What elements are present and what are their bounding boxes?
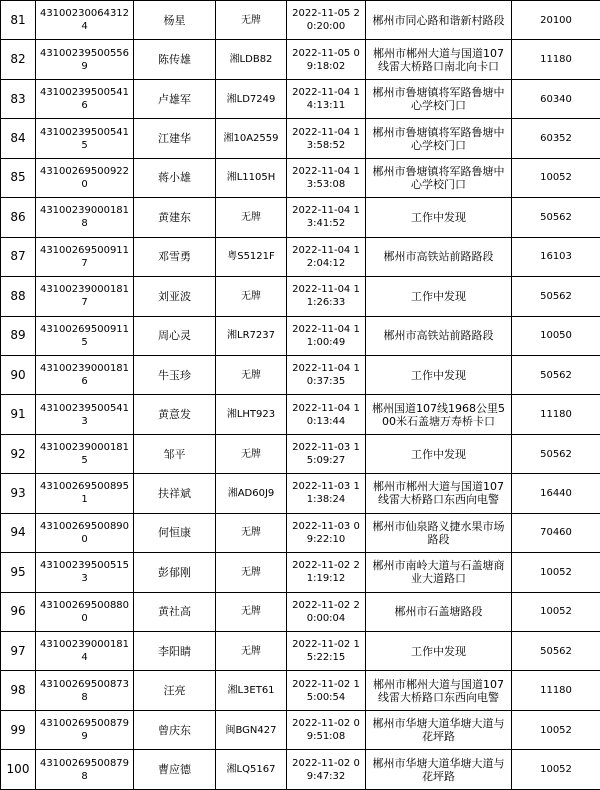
violation-code: 20100 bbox=[512, 1, 600, 40]
row-number: 94 bbox=[1, 513, 36, 552]
person-name: 牛玉珍 bbox=[134, 355, 216, 394]
row-number: 89 bbox=[1, 316, 36, 355]
person-name: 陈传雄 bbox=[134, 40, 216, 79]
row-number: 84 bbox=[1, 119, 36, 158]
violation-code: 16103 bbox=[512, 237, 600, 276]
table-row bbox=[1, 395, 600, 434]
plate-number: 湘L1105H bbox=[216, 158, 287, 197]
table-row bbox=[1, 40, 600, 79]
record-id: 431002395005569 bbox=[36, 40, 134, 79]
person-name: 蒋小雄 bbox=[134, 158, 216, 197]
record-id: 431002395005413 bbox=[36, 395, 134, 434]
violation-time: 2022-11-02 15:22:15 bbox=[287, 632, 366, 671]
person-name: 彭郁刚 bbox=[134, 553, 216, 592]
violation-code: 11180 bbox=[512, 395, 600, 434]
table-row bbox=[1, 316, 600, 355]
record-id: 431002395005415 bbox=[36, 119, 134, 158]
table-row bbox=[1, 671, 600, 710]
plate-number: 湘LDB82 bbox=[216, 40, 287, 79]
record-id: 431002695008951 bbox=[36, 474, 134, 513]
violation-location: 郴州市郴州大道与国道107线雷大桥路口东西向电警 bbox=[366, 474, 512, 513]
violation-time: 2022-11-03 15:09:27 bbox=[287, 434, 366, 473]
person-name: 曾庆东 bbox=[134, 710, 216, 749]
person-name: 黄建东 bbox=[134, 198, 216, 237]
violation-location: 郴州市同心路和谐新村路段 bbox=[366, 1, 512, 40]
table-row bbox=[1, 237, 600, 276]
record-id: 431002695008900 bbox=[36, 513, 134, 552]
violation-time: 2022-11-04 10:37:35 bbox=[287, 355, 366, 394]
plate-number: 无牌 bbox=[216, 1, 287, 40]
violation-location: 郴州市郴州大道与国道107线雷大桥路口东西向电警 bbox=[366, 671, 512, 710]
violation-location: 工作中发现 bbox=[366, 434, 512, 473]
violation-location: 郴州市鲁塘镇将军路鲁塘中心学校门口 bbox=[366, 119, 512, 158]
violation-time: 2022-11-04 13:58:52 bbox=[287, 119, 366, 158]
plate-number: 湘LHT923 bbox=[216, 395, 287, 434]
record-id: 431002390001815 bbox=[36, 434, 134, 473]
violation-time: 2022-11-02 21:19:12 bbox=[287, 553, 366, 592]
violation-code: 11180 bbox=[512, 40, 600, 79]
row-number: 100 bbox=[1, 750, 36, 789]
row-number: 90 bbox=[1, 355, 36, 394]
record-id: 431002390001814 bbox=[36, 632, 134, 671]
person-name: 黄意发 bbox=[134, 395, 216, 434]
table-row bbox=[1, 79, 600, 118]
record-id: 431002395005416 bbox=[36, 79, 134, 118]
violation-location: 郴州市鲁塘镇将军路鲁塘中心学校门口 bbox=[366, 158, 512, 197]
row-number: 86 bbox=[1, 198, 36, 237]
plate-number: 湘AD60J9 bbox=[216, 474, 287, 513]
violation-location: 郴州市郴州大道与国道107线雷大桥路口南北向卡口 bbox=[366, 40, 512, 79]
plate-number: 湘10A2559 bbox=[216, 119, 287, 158]
violation-code: 50562 bbox=[512, 355, 600, 394]
table-row bbox=[1, 198, 600, 237]
record-id: 431002695009117 bbox=[36, 237, 134, 276]
record-id: 431002395005153 bbox=[36, 553, 134, 592]
person-name: 杨星 bbox=[134, 1, 216, 40]
plate-number: 湘LD7249 bbox=[216, 79, 287, 118]
table-row bbox=[1, 592, 600, 631]
record-id: 431002695009115 bbox=[36, 316, 134, 355]
person-name: 刘亚波 bbox=[134, 277, 216, 316]
violation-location: 郴州市华塘大道华塘大道与花坪路 bbox=[366, 750, 512, 789]
violation-time: 2022-11-04 10:13:44 bbox=[287, 395, 366, 434]
violation-time: 2022-11-02 09:47:32 bbox=[287, 750, 366, 789]
row-number: 96 bbox=[1, 592, 36, 631]
record-id: 431002695008798 bbox=[36, 750, 134, 789]
plate-number: 无牌 bbox=[216, 513, 287, 552]
violation-code: 16440 bbox=[512, 474, 600, 513]
table-row bbox=[1, 710, 600, 749]
plate-number: 湘LQ5167 bbox=[216, 750, 287, 789]
violation-code: 10050 bbox=[512, 316, 600, 355]
violation-time: 2022-11-03 11:38:24 bbox=[287, 474, 366, 513]
person-name: 黄社高 bbox=[134, 592, 216, 631]
person-name: 邓雪勇 bbox=[134, 237, 216, 276]
person-name: 扶祥斌 bbox=[134, 474, 216, 513]
person-name: 卢雄军 bbox=[134, 79, 216, 118]
record-id: 431002300643124 bbox=[36, 1, 134, 40]
violation-code: 50562 bbox=[512, 198, 600, 237]
table-row bbox=[1, 277, 600, 316]
record-id: 431002390001818 bbox=[36, 198, 134, 237]
violation-location: 郴州国道107线1968公里500米石盖塘万寿桥卡口 bbox=[366, 395, 512, 434]
row-number: 91 bbox=[1, 395, 36, 434]
violation-location: 郴州市仙泉路义捷水果市场路段 bbox=[366, 513, 512, 552]
violation-location: 工作中发现 bbox=[366, 355, 512, 394]
violation-time: 2022-11-04 11:00:49 bbox=[287, 316, 366, 355]
person-name: 周心灵 bbox=[134, 316, 216, 355]
person-name: 汪亮 bbox=[134, 671, 216, 710]
violation-location: 郴州市高铁站前路路段 bbox=[366, 237, 512, 276]
violation-time: 2022-11-03 09:22:10 bbox=[287, 513, 366, 552]
row-number: 98 bbox=[1, 671, 36, 710]
violation-code: 10052 bbox=[512, 592, 600, 631]
row-number: 87 bbox=[1, 237, 36, 276]
violation-time: 2022-11-04 14:13:11 bbox=[287, 79, 366, 118]
row-number: 82 bbox=[1, 40, 36, 79]
violation-code: 70460 bbox=[512, 513, 600, 552]
violation-location: 郴州市南岭大道与石盖塘商业大道路口 bbox=[366, 553, 512, 592]
row-number: 93 bbox=[1, 474, 36, 513]
violation-code: 10052 bbox=[512, 553, 600, 592]
violation-code: 50562 bbox=[512, 277, 600, 316]
row-number: 85 bbox=[1, 158, 36, 197]
violation-time: 2022-11-05 20:20:00 bbox=[287, 1, 366, 40]
violation-location: 工作中发现 bbox=[366, 632, 512, 671]
violation-location: 工作中发现 bbox=[366, 198, 512, 237]
table-row bbox=[1, 119, 600, 158]
table-row bbox=[1, 632, 600, 671]
plate-number: 无牌 bbox=[216, 355, 287, 394]
table-row bbox=[1, 434, 600, 473]
table-body bbox=[1, 1, 600, 790]
row-number: 88 bbox=[1, 277, 36, 316]
table-row bbox=[1, 553, 600, 592]
violation-location: 郴州市华塘大道华塘大道与花坪路 bbox=[366, 710, 512, 749]
plate-number: 无牌 bbox=[216, 198, 287, 237]
violation-time: 2022-11-04 13:53:08 bbox=[287, 158, 366, 197]
record-id: 431002390001816 bbox=[36, 355, 134, 394]
violation-time: 2022-11-04 12:04:12 bbox=[287, 237, 366, 276]
plate-number: 无牌 bbox=[216, 632, 287, 671]
plate-number: 闽BGN427 bbox=[216, 710, 287, 749]
record-id: 431002695008738 bbox=[36, 671, 134, 710]
violation-code: 50562 bbox=[512, 632, 600, 671]
plate-number: 粤S5121F bbox=[216, 237, 287, 276]
plate-number: 湘L3ET61 bbox=[216, 671, 287, 710]
violation-location: 郴州市高铁站前路路段 bbox=[366, 316, 512, 355]
table-row bbox=[1, 513, 600, 552]
person-name: 何恒康 bbox=[134, 513, 216, 552]
violation-time: 2022-11-04 11:26:33 bbox=[287, 277, 366, 316]
table-row bbox=[1, 355, 600, 394]
violation-time: 2022-11-02 20:00:04 bbox=[287, 592, 366, 631]
violation-code: 11180 bbox=[512, 671, 600, 710]
table-row bbox=[1, 1, 600, 40]
plate-number: 无牌 bbox=[216, 553, 287, 592]
person-name: 李阳睛 bbox=[134, 632, 216, 671]
violation-time: 2022-11-05 09:18:02 bbox=[287, 40, 366, 79]
table-row bbox=[1, 158, 600, 197]
violation-code: 10052 bbox=[512, 710, 600, 749]
row-number: 99 bbox=[1, 710, 36, 749]
person-name: 江建华 bbox=[134, 119, 216, 158]
violation-location: 工作中发现 bbox=[366, 277, 512, 316]
row-number: 97 bbox=[1, 632, 36, 671]
plate-number: 无牌 bbox=[216, 434, 287, 473]
violation-location: 郴州市鲁塘镇将军路鲁塘中心学校门口 bbox=[366, 79, 512, 118]
record-id: 431002390001817 bbox=[36, 277, 134, 316]
record-id: 431002695009220 bbox=[36, 158, 134, 197]
violation-code: 60340 bbox=[512, 79, 600, 118]
record-id: 431002695008800 bbox=[36, 592, 134, 631]
row-number: 92 bbox=[1, 434, 36, 473]
person-name: 曹应德 bbox=[134, 750, 216, 789]
table-row bbox=[1, 750, 600, 789]
person-name: 邹平 bbox=[134, 434, 216, 473]
plate-number: 无牌 bbox=[216, 277, 287, 316]
violation-location: 郴州市石盖塘路段 bbox=[366, 592, 512, 631]
row-number: 81 bbox=[1, 1, 36, 40]
table-row bbox=[1, 474, 600, 513]
row-number: 83 bbox=[1, 79, 36, 118]
violation-code: 50562 bbox=[512, 434, 600, 473]
plate-number: 无牌 bbox=[216, 592, 287, 631]
record-id: 431002695008799 bbox=[36, 710, 134, 749]
violation-time: 2022-11-02 09:51:08 bbox=[287, 710, 366, 749]
violation-time: 2022-11-04 13:41:52 bbox=[287, 198, 366, 237]
violation-code: 10052 bbox=[512, 750, 600, 789]
violation-time: 2022-11-02 15:00:54 bbox=[287, 671, 366, 710]
violation-code: 60352 bbox=[512, 119, 600, 158]
plate-number: 湘LR7237 bbox=[216, 316, 287, 355]
row-number: 95 bbox=[1, 553, 36, 592]
violation-code: 10052 bbox=[512, 158, 600, 197]
